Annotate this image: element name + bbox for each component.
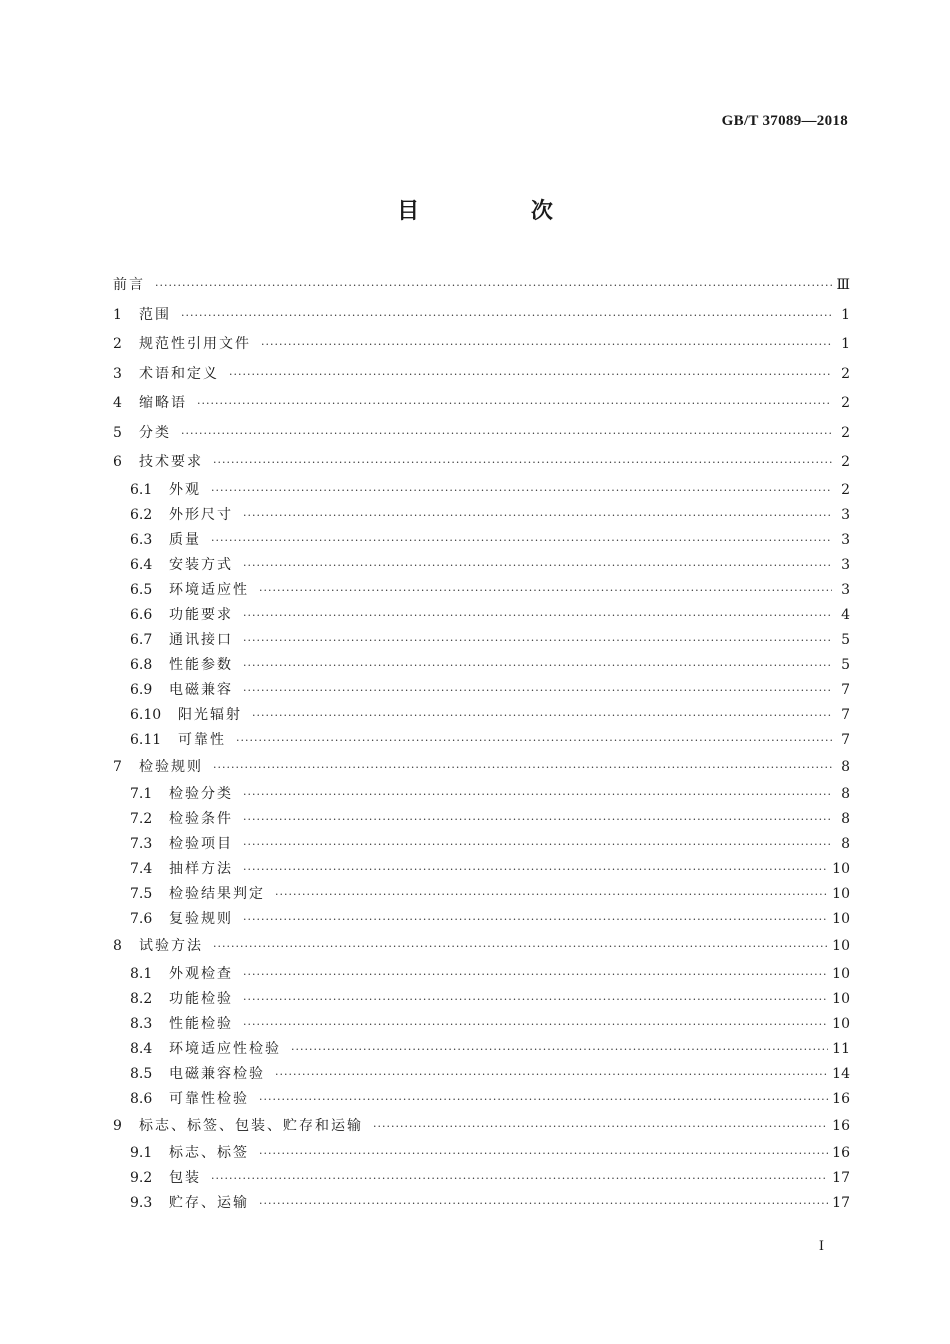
toc-entry-number: 7 [113,758,122,775]
toc-dot-leader [243,553,832,578]
toc-entry[interactable] [113,857,850,882]
toc-entry-number: 6.11 [130,731,162,748]
toc-entry-page: 8 [841,836,850,852]
toc-entry-page: 14 [832,1065,850,1082]
toc-dot-leader [243,503,832,528]
toc-entry[interactable] [113,807,850,832]
toc-dot-leader [252,703,832,728]
toc-entry-number: 7.3 [130,836,153,852]
toc-entry-label: 检验条件 [169,811,233,827]
toc-entry[interactable] [113,932,850,962]
page-number: Ⅰ [818,1238,824,1253]
toc-dot-leader [243,628,832,653]
toc-dot-leader [155,271,832,301]
toc-entry-label: 安装方式 [169,556,233,573]
toc-entry-label: 功能要求 [169,606,233,623]
toc-dot-leader [243,1012,828,1037]
toc-entry-label: 检验规则 [139,758,203,775]
toc-entry-page: 1 [841,336,850,352]
toc-entry-label: 包装 [169,1170,201,1186]
toc-dot-leader [213,753,832,783]
toc-dot-leader [213,932,828,962]
toc-entry-number: 7.2 [130,811,153,827]
toc-entry-label: 试验方法 [139,938,203,954]
toc-entry-page: 5 [841,631,850,648]
toc-entry-number: 7.1 [130,786,153,802]
toc-entry-page: 16 [832,1117,850,1134]
toc-entry-number: 8.2 [130,990,153,1007]
toc-entry-page: 10 [832,861,850,877]
toc-entry-number: 8.6 [130,1090,153,1107]
toc-entry-label: 术语和定义 [139,365,219,382]
toc-entry-number: 6.4 [130,556,153,573]
toc-entry[interactable] [113,703,850,728]
toc-entry-number: 1 [113,306,122,323]
toc-entry-page: 17 [832,1195,850,1211]
toc-entry-page: 8 [841,758,850,775]
toc-dot-leader [181,419,832,449]
toc-entry-number: 7.4 [130,861,153,877]
toc-dot-leader [259,1141,828,1166]
toc-dot-leader [275,1062,828,1087]
toc-entry-page: 7 [841,731,850,748]
toc-entry-number: 7.5 [130,886,153,902]
toc-dot-leader [259,578,832,603]
toc-dot-leader [243,907,828,932]
toc-entry-label: 复验规则 [169,911,233,927]
toc-entry-page: 10 [832,965,850,982]
toc-dot-leader [275,882,828,907]
toc-entry[interactable] [113,907,850,932]
toc-entry-page: 3 [841,506,850,523]
toc-entry[interactable] [113,628,850,653]
toc-entry-label: 技术要求 [139,454,203,470]
toc-dot-leader [213,448,832,478]
toc-entry-page: 11 [832,1040,850,1057]
toc-entry[interactable] [113,448,850,478]
toc-entry-number: 3 [113,365,122,382]
toc-entry-number: 8.4 [130,1040,153,1057]
toc-entry-label: 性能参数 [169,656,233,673]
toc-entry-page: 4 [841,606,850,623]
toc-dot-leader [243,962,828,987]
toc-entry-label: 环境适应性检验 [169,1040,281,1057]
toc-entry[interactable] [113,678,850,703]
toc-entry-page: 7 [841,706,850,723]
standard-number: GB/T 37089—2018 [721,113,848,129]
toc-dot-leader [243,678,832,703]
toc-entry-number: 8.3 [130,1015,153,1032]
toc-entry-label: 抽样方法 [169,861,233,877]
toc-entry-page: 7 [841,681,850,698]
toc-dot-leader [181,301,832,331]
toc-entry[interactable] [113,503,850,528]
toc-entry[interactable] [113,1037,850,1062]
toc-entry-page: 3 [841,556,850,573]
toc-entry-number: 5 [113,424,122,441]
toc-entry-number: 6.7 [130,631,153,648]
toc-entry[interactable] [113,653,850,678]
toc-entry-label: 可靠性 [178,731,226,748]
toc-entry-number: 6.6 [130,606,153,623]
toc-entry[interactable] [113,1191,850,1216]
toc-entry[interactable] [113,478,850,503]
toc-entry-label: 范围 [139,306,171,323]
toc-entry[interactable] [113,1112,850,1142]
toc-entry-label: 电磁兼容检验 [169,1065,265,1082]
toc-entry-label: 标志、标签、包装、贮存和运输 [139,1117,363,1134]
toc-entry-page: 10 [832,1015,850,1032]
toc-entry[interactable] [113,419,850,449]
toc-dot-leader [243,807,832,832]
toc-dot-leader [291,1037,828,1062]
toc-entry-label: 外观 [169,481,201,498]
toc-entry-label: 检验分类 [169,786,233,802]
table-of-contents [113,271,850,1216]
toc-dot-leader [243,603,832,628]
toc-entry[interactable] [113,603,850,628]
toc-dot-leader [211,528,832,553]
toc-entry-label: 性能检验 [169,1015,233,1032]
toc-entry-page: 8 [841,786,850,802]
toc-entry-label: 外形尺寸 [169,506,233,523]
toc-entry-number: 6.10 [130,706,162,723]
toc-entry-number: 8.5 [130,1065,153,1082]
toc-entry[interactable] [113,782,850,807]
toc-entry[interactable] [113,1087,850,1112]
toc-entry[interactable] [113,528,850,553]
toc-entry-page: 3 [841,581,850,598]
toc-dot-leader [243,782,832,807]
toc-entry[interactable] [113,389,850,419]
toc-entry-page: 2 [841,395,850,411]
toc-dot-leader [261,330,832,360]
toc-entry[interactable] [113,1141,850,1166]
toc-entry-page: 10 [832,911,850,927]
toc-dot-leader [259,1191,828,1216]
toc-entry-number: 6.8 [130,656,153,673]
toc-dot-leader [236,728,832,753]
toc-entry-number: 8 [113,938,122,954]
toc-entry-page: 5 [841,656,850,673]
toc-dot-leader [211,1166,828,1191]
toc-entry-number: 9.2 [130,1170,153,1186]
toc-entry-page: 10 [832,886,850,902]
page-title: 目 次 [397,198,605,224]
toc-entry-page: 2 [841,454,850,470]
toc-entry[interactable] [113,360,850,390]
toc-entry-label: 通讯接口 [169,631,233,648]
toc-entry-number: 6.9 [130,681,153,698]
toc-entry-number: 2 [113,336,122,352]
toc-entry-label: 功能检验 [169,990,233,1007]
toc-entry-number: 9.1 [130,1145,153,1161]
toc-entry-label: 环境适应性 [169,581,249,598]
toc-dot-leader [243,857,828,882]
toc-dot-leader [197,389,832,419]
toc-entry[interactable] [113,1012,850,1037]
toc-entry-number: 7.6 [130,911,153,927]
toc-dot-leader [243,987,828,1012]
toc-dot-leader [211,478,832,503]
toc-entry[interactable] [113,271,850,301]
toc-dot-leader [243,832,832,857]
toc-dot-leader [243,653,832,678]
toc-entry-page: 16 [832,1145,850,1161]
toc-entry-number: 6 [113,454,122,470]
toc-entry-label: 检验结果判定 [169,886,265,902]
toc-entry-number: 6.3 [130,531,153,548]
toc-entry-label: 标志、标签 [169,1145,249,1161]
toc-entry[interactable] [113,832,850,857]
toc-entry-page: 10 [832,938,850,954]
toc-entry-label: 质量 [169,531,201,548]
toc-entry-number: 6.1 [130,481,153,498]
toc-entry[interactable] [113,1166,850,1191]
toc-entry-label: 规范性引用文件 [139,336,251,352]
toc-entry-label: 前言 [113,277,145,293]
toc-entry-page: Ⅲ [836,277,850,293]
toc-entry-number: 9.3 [130,1195,153,1211]
toc-entry-label: 贮存、运输 [169,1195,249,1211]
toc-entry-label: 可靠性检验 [169,1090,249,1107]
toc-entry-page: 16 [832,1090,850,1107]
toc-entry-label: 阳光辐射 [178,706,242,723]
toc-entry-label: 缩略语 [139,395,187,411]
toc-entry[interactable] [113,578,850,603]
toc-entry-number: 6.5 [130,581,153,598]
toc-entry-number: 9 [113,1117,122,1134]
toc-entry-page: 3 [841,531,850,548]
toc-entry-page: 17 [832,1170,850,1186]
toc-entry[interactable] [113,1062,850,1087]
toc-entry-page: 8 [841,811,850,827]
toc-entry-number: 6.2 [130,506,153,523]
toc-entry[interactable] [113,753,850,783]
toc-dot-leader [373,1112,828,1142]
toc-entry-page: 2 [841,365,850,382]
toc-entry-label: 电磁兼容 [169,681,233,698]
toc-entry-page: 1 [841,306,850,323]
toc-entry[interactable] [113,728,850,753]
toc-entry-label: 外观检查 [169,965,233,982]
toc-dot-leader [229,360,832,390]
toc-entry-page: 2 [841,424,850,441]
toc-entry[interactable] [113,553,850,578]
toc-entry-number: 4 [113,395,122,411]
toc-entry-page: 10 [832,990,850,1007]
toc-entry-number: 8.1 [130,965,153,982]
toc-entry[interactable] [113,962,850,987]
toc-entry[interactable] [113,301,850,331]
toc-entry[interactable] [113,330,850,360]
toc-entry-label: 分类 [139,424,171,441]
toc-dot-leader [259,1087,828,1112]
toc-entry[interactable] [113,882,850,907]
toc-entry-page: 2 [841,481,850,498]
toc-entry-label: 检验项目 [169,836,233,852]
toc-entry[interactable] [113,987,850,1012]
